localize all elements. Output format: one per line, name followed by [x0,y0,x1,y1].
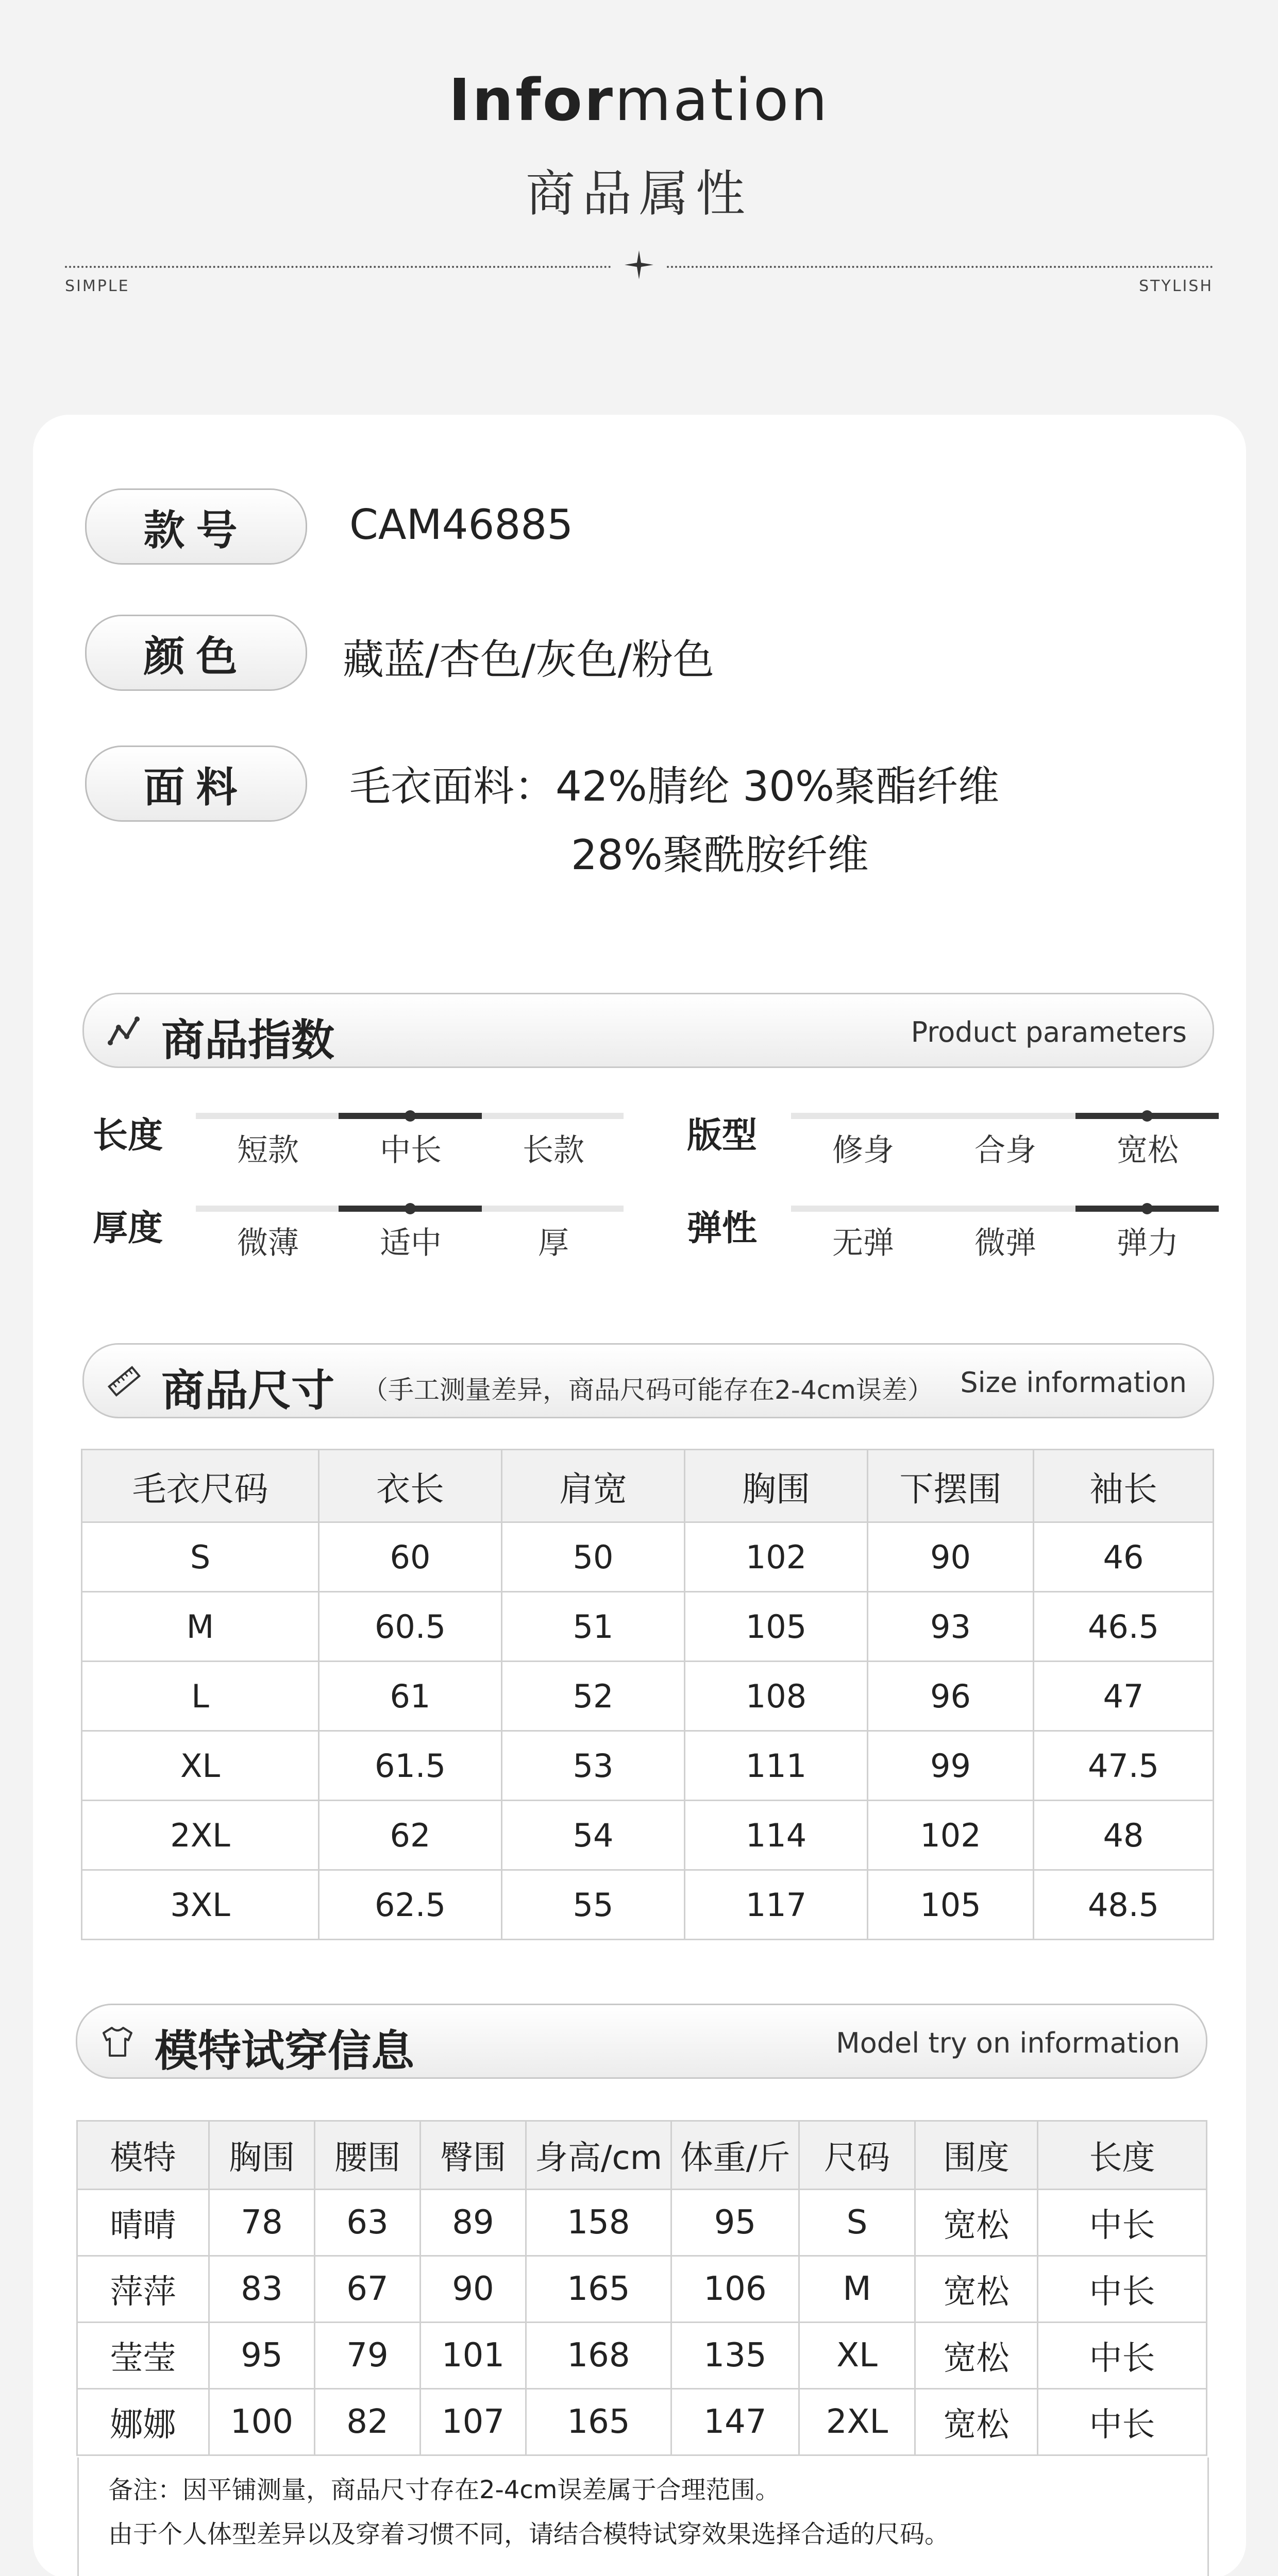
table-cell: 53 [502,1731,685,1801]
table-cell: 宽松 [915,2190,1038,2256]
table-cell: 95 [209,2323,315,2389]
column-header: 长度 [1038,2121,1207,2190]
page-title: Information [448,67,830,134]
table-cell: 108 [685,1662,868,1731]
table-cell: 67 [315,2256,421,2323]
table-cell: 105 [685,1592,868,1662]
table-cell: XL [82,1731,319,1801]
table-cell: 52 [502,1662,685,1731]
table-cell: 3XL [82,1870,319,1940]
scale-option: 合身 [974,1132,1036,1168]
table-cell: 2XL [799,2389,915,2455]
section-title-model-en: Model try on information [836,2027,1180,2059]
table-cell: 168 [526,2323,671,2389]
four-point-star-icon [624,249,654,280]
scale-option: 无弹 [832,1225,894,1261]
table-cell: S [82,1522,319,1592]
table-cell: 娜娜 [77,2389,209,2455]
table-cell: M [799,2256,915,2323]
table-header-row [82,1450,1214,1522]
table-cell: 99 [868,1731,1034,1801]
column-header: 衣长 [319,1450,502,1522]
attr-label-style-no: 款号 [85,488,307,565]
column-header: 体重/斤 [671,2121,799,2190]
table-cell: 90 [421,2256,526,2323]
scale-label-fit: 版型 [687,1115,758,1156]
table-cell: 61 [319,1662,502,1731]
table-cell: 101 [421,2323,526,2389]
table-cell: 46.5 [1034,1592,1214,1662]
table-row [82,1731,1214,1801]
table-row [82,1870,1214,1940]
attr-value-fabric-line1: 毛衣面料：42%腈纶 30%聚酯纤维 [349,762,1000,810]
attr-value-style-no: CAM46885 [349,501,574,549]
table-cell: 中长 [1038,2389,1207,2455]
table-cell: XL [799,2323,915,2389]
scale-marker-elasticity [1141,1203,1153,1214]
table-cell: 60.5 [319,1592,502,1662]
scale-marker-thickness [405,1203,416,1214]
trend-line-icon [107,1014,141,1048]
tshirt-icon [100,2025,134,2059]
scale-label-elasticity: 弹性 [687,1208,758,1249]
table-cell: 48.5 [1034,1870,1214,1940]
table-cell: 78 [209,2190,315,2256]
column-header: 尺码 [799,2121,915,2190]
scale-marker-length [405,1110,416,1122]
attr-value-color: 藏蓝/杏色/灰色/粉色 [343,636,714,684]
table-cell: 63 [315,2190,421,2256]
table-cell: 中长 [1038,2256,1207,2323]
table-cell: 106 [671,2256,799,2323]
table-cell: 晴晴 [77,2190,209,2256]
table-cell: 93 [868,1592,1034,1662]
column-header: 围度 [915,2121,1038,2190]
table-cell: 中长 [1038,2323,1207,2389]
column-header: 袖长 [1034,1450,1214,1522]
scale-label-length: 长度 [93,1115,163,1156]
table-cell: 165 [526,2389,671,2455]
table-cell: 62 [319,1801,502,1870]
table-cell: 100 [209,2389,315,2455]
scale-option: 短款 [237,1132,299,1168]
table-cell: L [82,1662,319,1731]
table-cell: 48 [1034,1801,1214,1870]
right-tag: STYLISH [1139,277,1213,295]
table-cell: 62.5 [319,1870,502,1940]
table-row [77,2389,1207,2455]
table-cell: 宽松 [915,2389,1038,2455]
table-row [82,1801,1214,1870]
scale-option: 宽松 [1117,1132,1179,1168]
scale-option: 弹力 [1117,1225,1179,1261]
section-note-size: （手工测量差异，商品尺码可能存在2-4cm误差） [362,1375,933,1405]
table-row [77,2323,1207,2389]
divider-right [667,266,1213,268]
column-header: 胸围 [685,1450,868,1522]
table-cell: 83 [209,2256,315,2323]
ruler-icon [107,1364,141,1398]
table-header-row [77,2121,1207,2190]
table-cell: 82 [315,2389,421,2455]
table-cell: 111 [685,1731,868,1801]
table-cell: 54 [502,1801,685,1870]
table-cell: 79 [315,2323,421,2389]
table-cell: 宽松 [915,2256,1038,2323]
table-cell: 90 [868,1522,1034,1592]
table-cell: S [799,2190,915,2256]
scale-option: 厚 [538,1225,569,1261]
scale-option: 微薄 [237,1225,299,1261]
scale-marker-fit [1141,1110,1153,1122]
page-subtitle: 商品属性 [526,165,752,223]
column-header: 肩宽 [502,1450,685,1522]
remark-line: 备注：因平铺测量，商品尺寸存在2-4cm误差属于合理范围。 [108,2476,780,2504]
table-row [77,2190,1207,2256]
table-cell: 117 [685,1870,868,1940]
table-cell: 60 [319,1522,502,1592]
table-cell: 102 [868,1801,1034,1870]
table-cell: 96 [868,1662,1034,1731]
table-cell: 萍萍 [77,2256,209,2323]
table-row [82,1662,1214,1731]
column-header: 模特 [77,2121,209,2190]
model-table [76,2120,1207,2456]
column-header: 毛衣尺码 [82,1450,319,1522]
table-cell: 105 [868,1870,1034,1940]
scale-option: 中长 [380,1132,442,1168]
scale-label-thickness: 厚度 [93,1208,163,1249]
section-title-index-en: Product parameters [911,1016,1187,1048]
table-cell: 47.5 [1034,1731,1214,1801]
remark-line: 由于个人体型差异以及穿着习惯不同，请结合模特试穿效果选择合适的尺码。 [108,2520,950,2549]
section-bar-index [82,993,1214,1068]
section-title-size: 商品尺寸 [161,1365,335,1416]
section-bar-size [82,1343,1214,1418]
table-cell: 51 [502,1592,685,1662]
table-cell: 95 [671,2190,799,2256]
table-cell: 89 [421,2190,526,2256]
table-cell: 147 [671,2389,799,2455]
table-row [82,1592,1214,1662]
section-title-size-en: Size information [960,1366,1187,1399]
section-title-model: 模特试穿信息 [155,2026,415,2076]
table-row [77,2256,1207,2323]
table-cell: 107 [421,2389,526,2455]
table-cell: 46 [1034,1522,1214,1592]
table-cell: 165 [526,2256,671,2323]
scale-option: 微弹 [974,1225,1036,1261]
table-cell: 114 [685,1801,868,1870]
section-bar-model [76,2004,1207,2079]
column-header: 身高/cm [526,2121,671,2190]
left-tag: SIMPLE [65,277,130,295]
table-cell: 61.5 [319,1731,502,1801]
section-title-index: 商品指数 [161,1015,335,1065]
column-header: 腰围 [315,2121,421,2190]
table-cell: 中长 [1038,2190,1207,2256]
table-cell: 47 [1034,1662,1214,1731]
table-cell: M [82,1592,319,1662]
table-cell: 2XL [82,1801,319,1870]
scale-option: 适中 [380,1225,442,1261]
scale-option: 修身 [832,1132,894,1168]
table-cell: 55 [502,1870,685,1940]
table-row [82,1522,1214,1592]
column-header: 下摆围 [868,1450,1034,1522]
table-cell: 宽松 [915,2323,1038,2389]
column-header: 臀围 [421,2121,526,2190]
divider-left [65,266,611,268]
table-cell: 莹莹 [77,2323,209,2389]
scale-option: 长款 [523,1132,584,1168]
size-table [81,1449,1214,1940]
attr-label-fabric: 面料 [85,745,307,822]
table-cell: 102 [685,1522,868,1592]
table-cell: 135 [671,2323,799,2389]
table-cell: 50 [502,1522,685,1592]
remarks [108,2468,1242,2556]
attr-value-fabric-line2: 28%聚酰胺纤维 [571,831,869,879]
column-header: 胸围 [209,2121,315,2190]
table-cell: 158 [526,2190,671,2256]
attr-label-color: 颜色 [85,615,307,691]
